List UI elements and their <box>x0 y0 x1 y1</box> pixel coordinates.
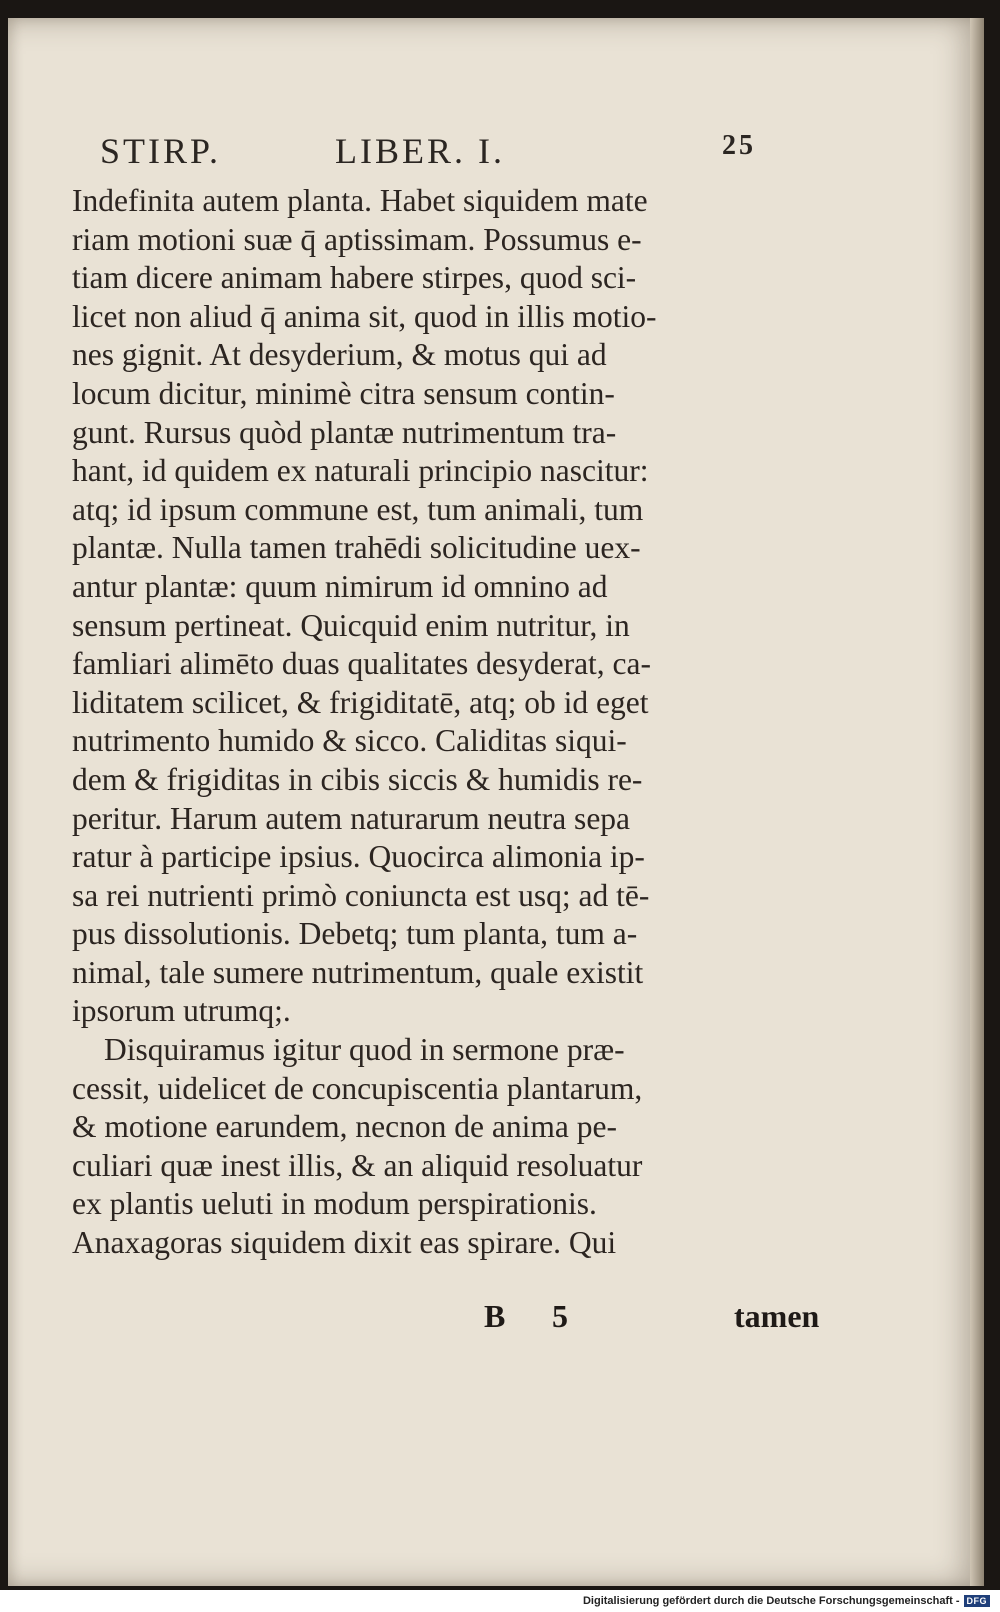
body-text <box>72 182 787 1263</box>
text-line: gunt. Rursus quòd plantæ nutrimentum tra- <box>72 414 617 450</box>
text-line: antur plantæ: quum nimirum id omnino ad <box>72 568 608 604</box>
text-line: liditatem scilicet, & frigiditatē, atq; ob id eget <box>72 684 649 720</box>
text-line: atq; id ipsum commune est, tum animali, tum <box>72 491 644 527</box>
text-line: & motione earundem, necnon de anima pe- <box>72 1109 617 1145</box>
text-line: pus dissolutionis. Debetq; tum planta, tum a- <box>72 916 638 952</box>
signature-letter: B <box>484 1298 506 1334</box>
dfg-logo: DFG <box>964 1595 991 1607</box>
text-line: Disquiramus igitur quod in sermone præ- <box>104 1032 625 1068</box>
text-line: Indefinita autem planta. Habet siquidem mate <box>72 183 648 218</box>
text-line: nes gignit. At desyderium, & motus qui ad <box>72 337 607 373</box>
text-line: nimal, tale sumere nutrimentum, quale existit <box>72 954 644 990</box>
text-line: locum dicitur, minimè citra sensum contin- <box>72 375 615 411</box>
text-line: licet non aliud q̄ anima sit, quod in illis motio- <box>72 298 657 334</box>
digitization-credit <box>583 1592 990 1610</box>
text-line: Anaxagoras siquidem dixit eas spirare. Qui <box>72 1225 617 1261</box>
text-line: peritur. Harum autem naturarum neutra sepa <box>72 800 631 836</box>
running-header <box>100 130 760 174</box>
text-line: riam motioni suæ q̄ aptissimam. Possumus e- <box>72 221 642 257</box>
text-line: sensum pertineat. Quicquid enim nutritur, in <box>72 607 630 643</box>
signature-number: 5 <box>552 1298 568 1334</box>
text-line: ratur à participe ipsius. Quocirca alimonia ip- <box>72 839 645 875</box>
catchline <box>72 1298 820 1338</box>
credit-text: Digitalisierung gefördert durch die Deutsche Forschungsgemeinschaft - <box>582 1595 960 1607</box>
page-edge <box>970 18 984 1586</box>
text-line: cessit, uidelicet de concupiscentia plantarum, <box>72 1070 643 1106</box>
text-line: hant, id quidem ex naturali principio nascitur: <box>72 453 649 489</box>
text-line: sa rei nutrienti primò coniuncta est usq; ad tē- <box>72 877 650 913</box>
running-title-book: LIBER. I. <box>335 131 505 171</box>
text-line: culiari quæ inest illis, & an aliquid resoluatur <box>72 1147 643 1183</box>
text-line: tiam dicere animam habere stirpes, quod sci- <box>72 260 637 296</box>
text-line: nutrimento humido & sicco. Caliditas siqui- <box>72 723 627 759</box>
running-title-left: STIRP. <box>100 131 222 171</box>
text-line: ex plantis ueluti in modum perspirationis. <box>72 1186 597 1222</box>
text-line: famliari alimēto duas qualitates desyderat, ca- <box>72 646 652 682</box>
text-line: dem & frigiditas in cibis siccis & humidis re- <box>72 761 643 797</box>
text-line: plantæ. Nulla tamen trahēdi solicitudine uex- <box>72 530 641 566</box>
folio-number: 25 <box>722 130 756 161</box>
text-line: ipsorum utrumq;. <box>72 993 291 1029</box>
catchword: tamen <box>734 1298 820 1334</box>
